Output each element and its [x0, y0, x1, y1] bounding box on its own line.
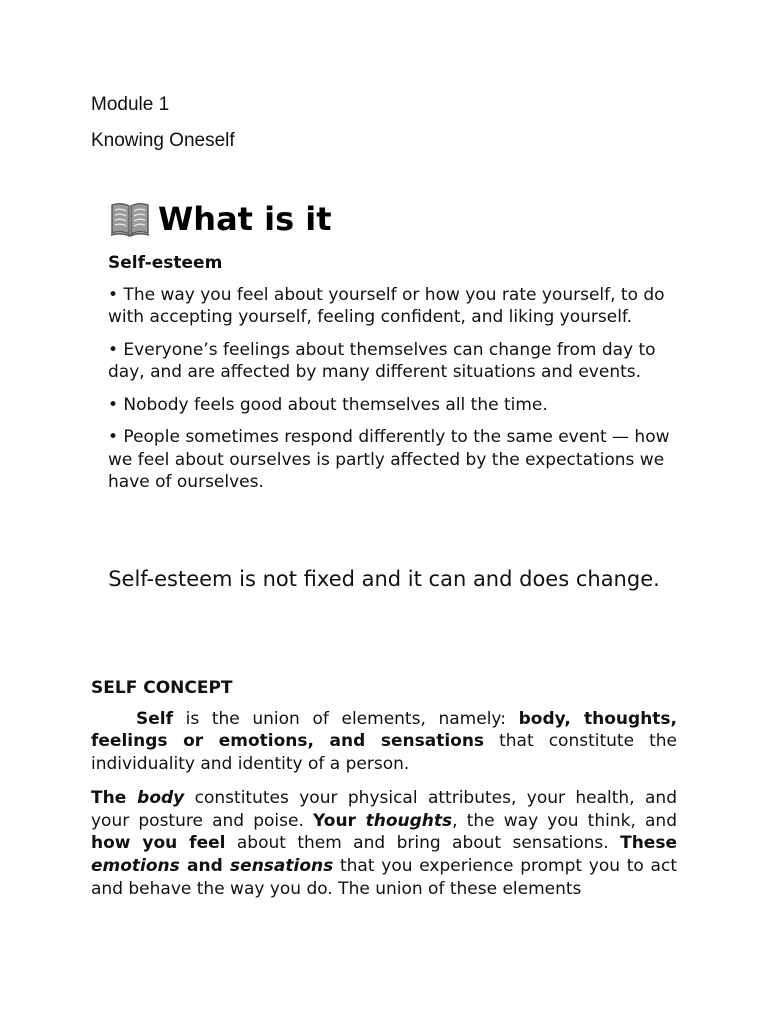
text-run: about them and bring about sensations.: [225, 833, 621, 854]
text-run: These: [620, 833, 677, 854]
self-concept-paragraph-2: [91, 787, 677, 901]
term-how-you-feel: how you feel: [91, 833, 226, 854]
text-run: that constitute the individuality and identity of a person.: [91, 731, 677, 775]
self-concept-paragraph-1: [91, 708, 677, 776]
term-emotions: emotions: [91, 855, 180, 876]
term-body: body: [137, 787, 185, 808]
section-header: [110, 195, 332, 243]
book-icon: [110, 200, 150, 238]
text-run: constitutes your physical attributes, your health, and your posture and poise.: [91, 787, 677, 831]
text-run: that you experience prompt you to act and behave the way you do. The union of these elements: [91, 855, 677, 899]
term-sensations: sensations: [230, 855, 334, 876]
self-esteem-bullet: • The way you feel about yourself or how you rate yourself, to do with accepting yourself, feeling confident, and liking yourself.: [108, 284, 665, 327]
term-thoughts: thoughts: [365, 810, 453, 831]
elements-list: body, thoughts, feelings or emotions, and sensations: [91, 708, 677, 752]
section-title: What is it: [158, 200, 332, 238]
self-concept-section: [91, 677, 677, 911]
self-esteem-callout: Self-esteem is not fixed and it can and does change.: [108, 567, 660, 591]
text-run: and: [179, 855, 231, 876]
module-topic: Knowing Oneself: [91, 130, 235, 151]
module-number: Module 1: [91, 94, 170, 115]
self-concept-heading: SELF CONCEPT: [91, 678, 233, 698]
text-run: Your: [313, 810, 366, 831]
self-esteem-bullet: • People sometimes respond differently to the same event — how we feel about ourselves is partly affected by the expectations we have of ourselves.: [108, 427, 670, 492]
text-run: The: [91, 787, 138, 808]
text-run: , the way you think, and: [452, 810, 677, 831]
self-esteem-bullet: • Nobody feels good about themselves all the time.: [108, 394, 548, 415]
self-esteem-bullet: • Everyone’s feelings about themselves can change from day to day, and are affected by many different situations and events.: [108, 339, 656, 382]
self-esteem-section: [108, 252, 688, 504]
term-self: Self: [136, 708, 173, 729]
self-esteem-heading: Self-esteem: [108, 253, 223, 273]
text-run: is the union of elements, namely:: [173, 708, 519, 729]
